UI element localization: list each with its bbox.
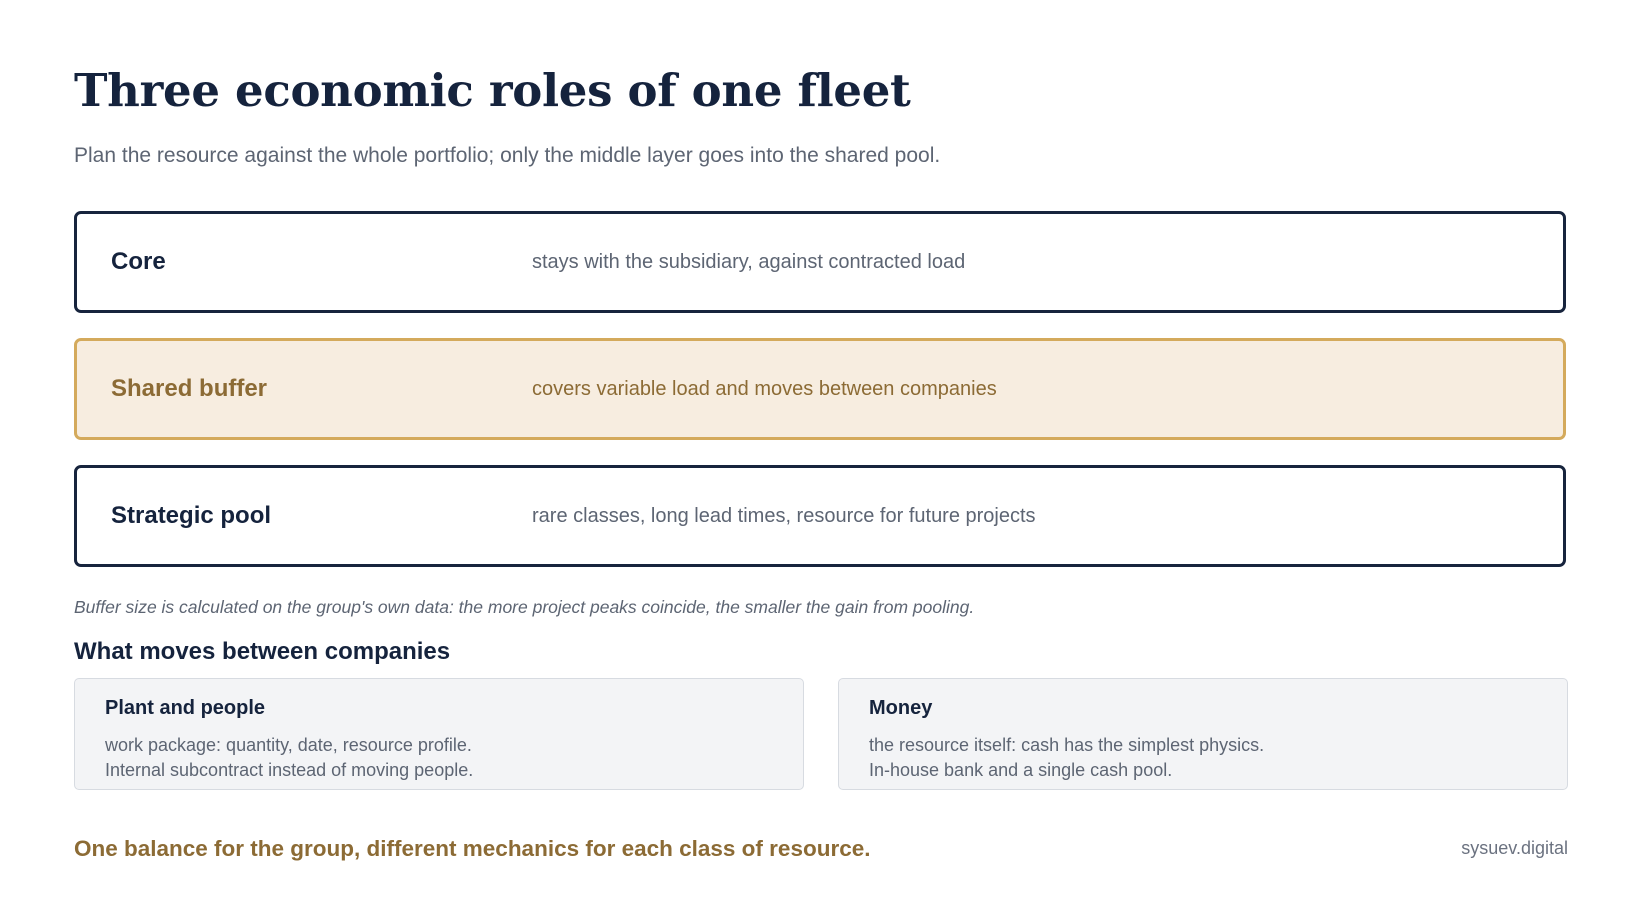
role-shared-buffer-row	[74, 338, 1566, 440]
role-core-name: Core	[111, 248, 166, 275]
role-strategic-pool-description: rare classes, long lead times, resource for future projects	[532, 505, 1036, 527]
card-line: In-house bank and a single cash pool.	[869, 760, 1173, 780]
card-title: Plant and people	[105, 697, 266, 719]
slide	[74, 0, 1570, 922]
role-core-row	[74, 211, 1566, 313]
section-title-movement: What moves between companies	[74, 638, 451, 665]
card-plant-and-people	[74, 678, 804, 790]
role-core-description: stays with the subsidiary, against contracted load	[532, 251, 966, 273]
role-shared-buffer-name: Shared buffer	[111, 375, 268, 402]
card-line: the resource itself: cash has the simplest physics.	[869, 735, 1265, 755]
card-line: work package: quantity, date, resource profile.	[105, 735, 472, 755]
brand-label: sysuev.digital	[1461, 838, 1568, 858]
buffer-note: Buffer size is calculated on the group's own data: the more project peaks coincide, the smaller the gain from pooling.	[74, 597, 975, 617]
role-shared-buffer-description: covers variable load and moves between companies	[532, 378, 997, 400]
role-strategic-pool-row	[74, 465, 1566, 567]
card-title: Money	[869, 697, 933, 719]
card-money	[838, 678, 1568, 790]
page-title: Three economic roles of one fleet	[74, 64, 911, 117]
page-subtitle: Plan the resource against the whole portfolio; only the middle layer goes into the shared pool.	[74, 144, 941, 167]
conclusion-text: One balance for the group, different mechanics for each class of resource.	[74, 836, 871, 861]
card-line: Internal subcontract instead of moving people.	[105, 760, 474, 780]
role-strategic-pool-name: Strategic pool	[111, 502, 272, 529]
